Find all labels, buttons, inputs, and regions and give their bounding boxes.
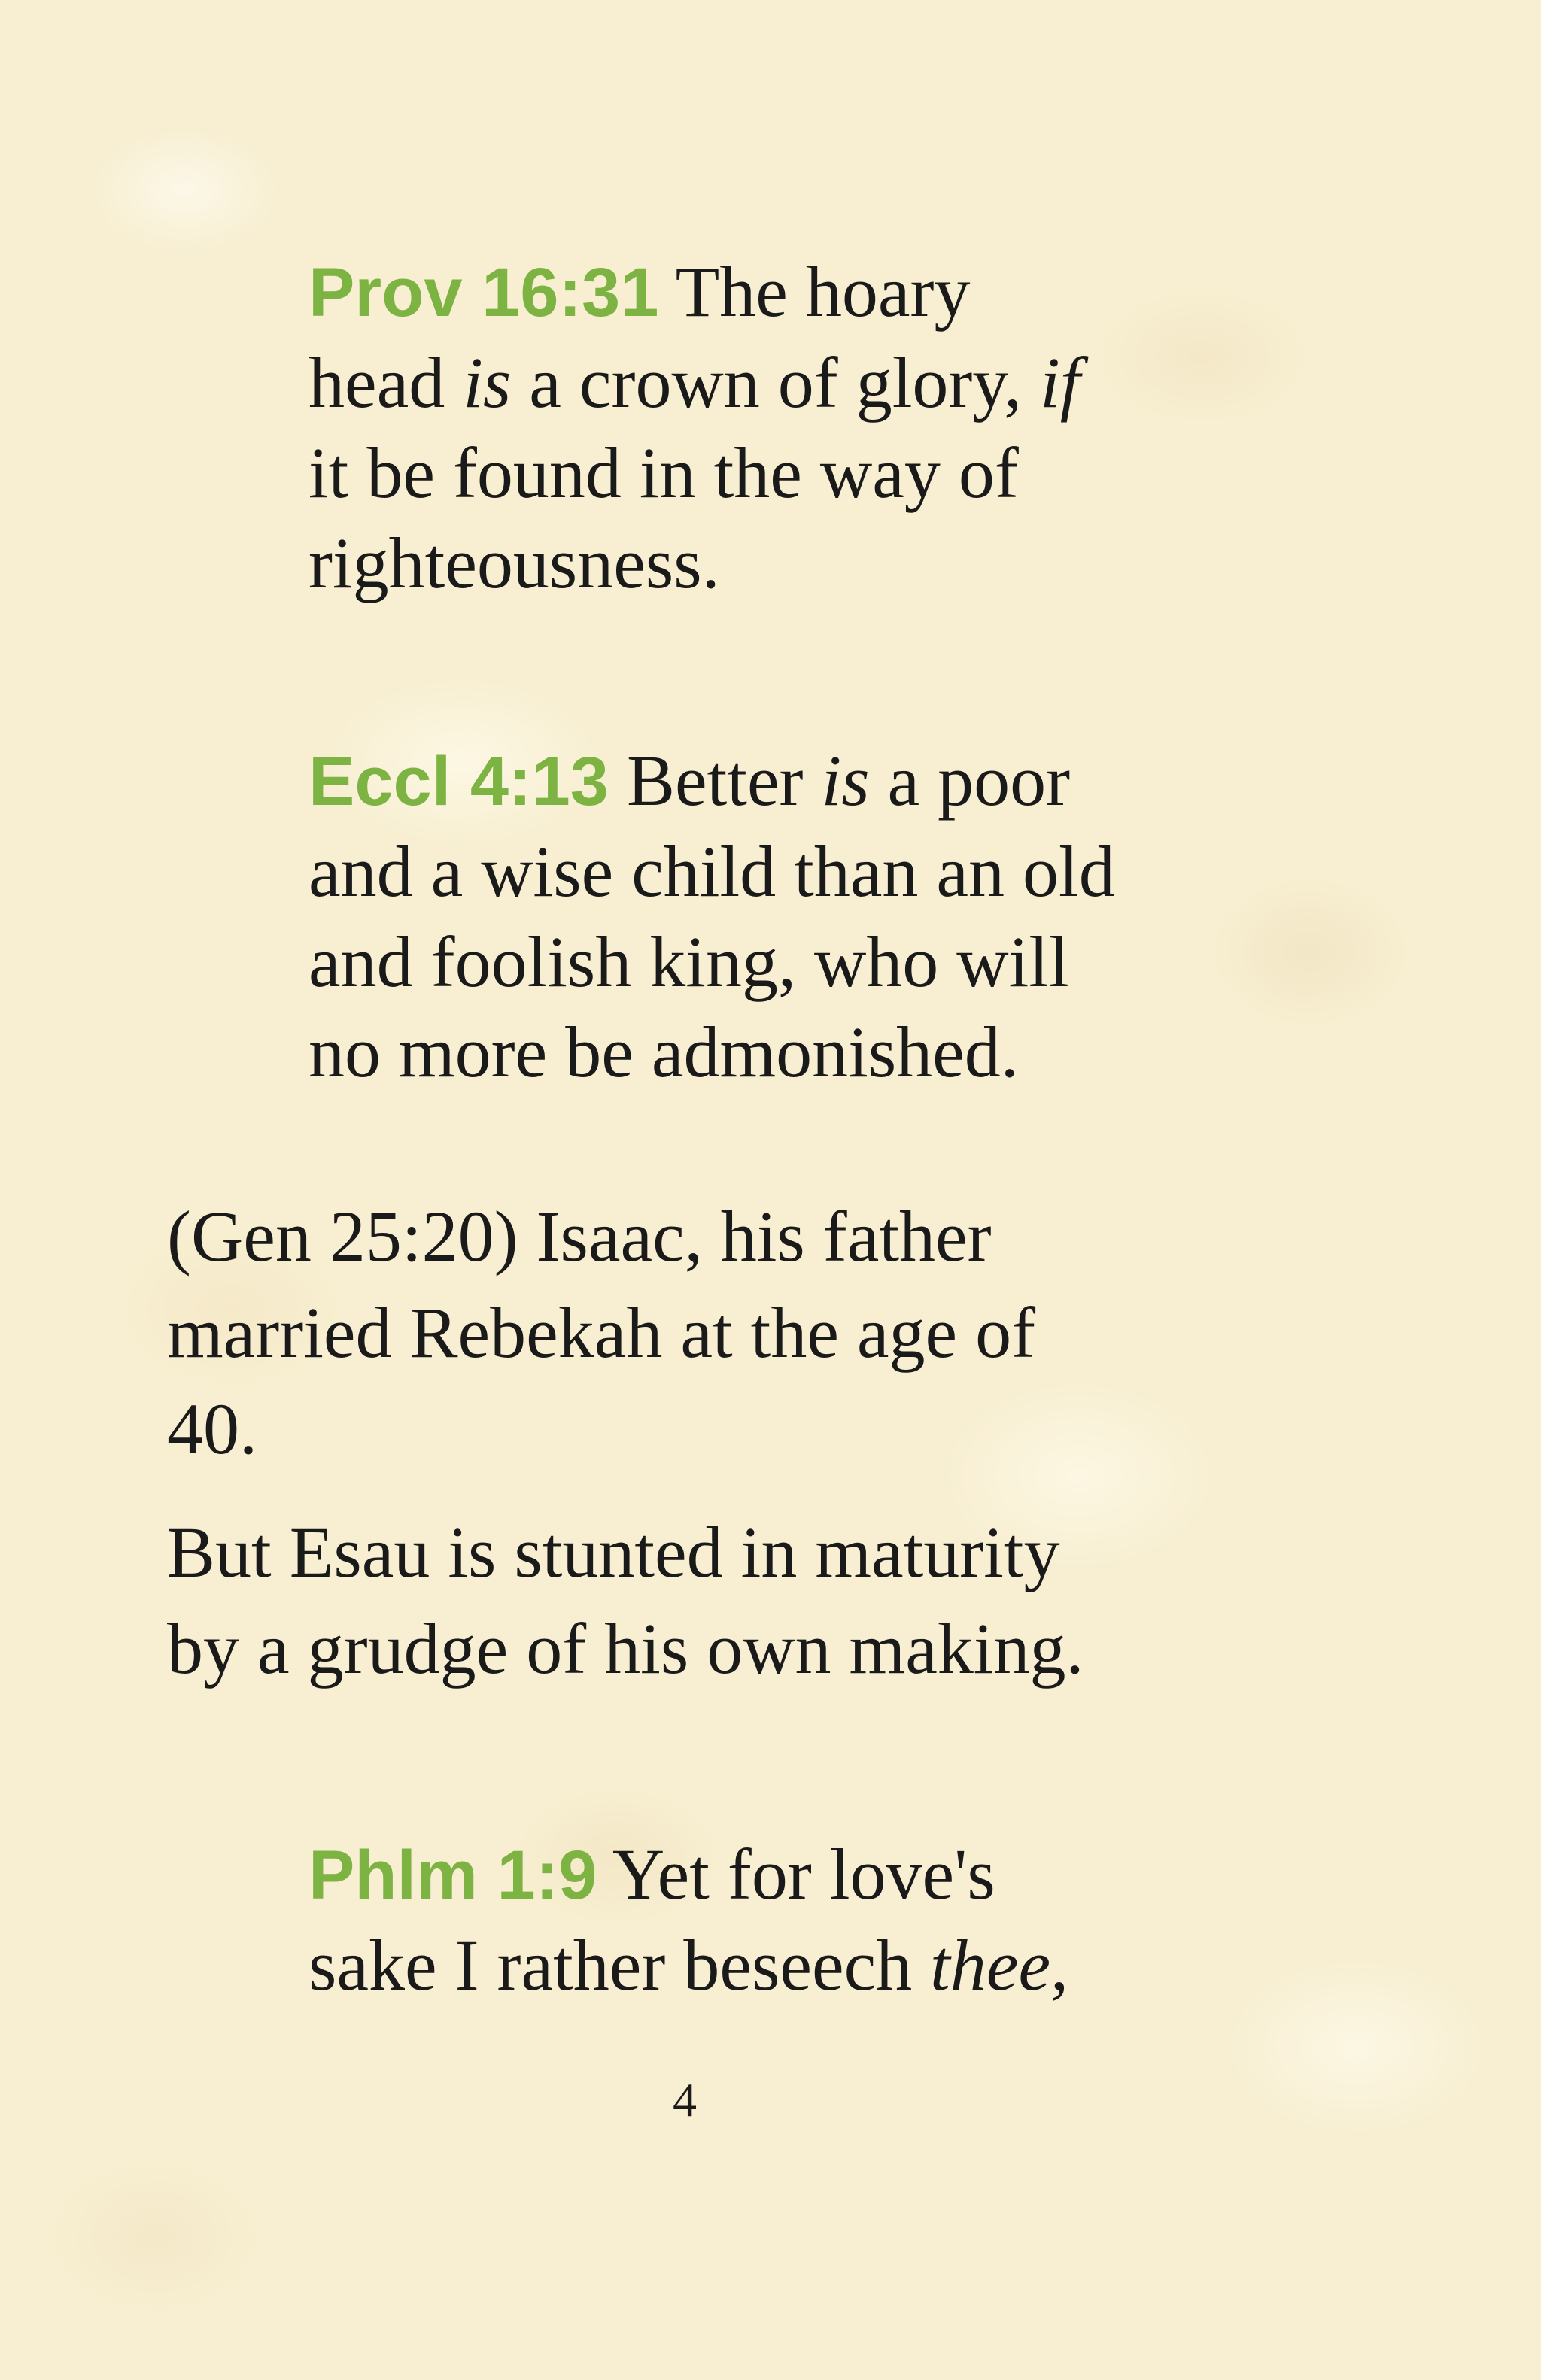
verse-reference: Eccl 4:13 — [309, 743, 609, 820]
italic-word: if — [1040, 342, 1081, 423]
verse-line — [309, 428, 1211, 518]
verse-text: no more be admonished. — [309, 1012, 1019, 1092]
verse-line — [309, 518, 1211, 609]
verse-reference: Phlm 1:9 — [309, 1837, 597, 1914]
verse-text: it be found in the way of — [309, 433, 1019, 513]
verse-text: sake I rather beseech — [309, 1925, 931, 2005]
verse-text: a poor — [869, 740, 1071, 821]
verse-phlm-1-9 — [309, 1829, 1211, 2011]
verse-text: righteousness. — [309, 523, 720, 603]
verse-text: Yet for love's — [597, 1834, 995, 1914]
verse-eccl-4-13 — [309, 736, 1211, 1097]
verse-text: a crown of glory, — [511, 342, 1041, 423]
paragraph-line: (Gen 25:20) Isaac, his father — [167, 1196, 992, 1277]
verse-text: and foolish king, who will — [309, 921, 1069, 1002]
verse-text: and a wise child than an old — [309, 831, 1115, 912]
paragraph-line: married Rebekah at the age of — [167, 1292, 1036, 1373]
verse-text: Better — [608, 740, 822, 821]
verse-reference: Prov 16:31 — [309, 254, 659, 331]
page-number: 4 — [673, 2073, 697, 2127]
italic-word: thee — [930, 1925, 1051, 2005]
paragraph-line: But Esau is stunted in maturity — [167, 1512, 1060, 1592]
paragraph-esau-grudge — [167, 1504, 1220, 1697]
verse-line — [309, 736, 1211, 827]
verse-line — [309, 917, 1211, 1007]
verse-line — [309, 338, 1211, 428]
verse-prov-16-31 — [309, 247, 1211, 609]
verse-line — [309, 1829, 1211, 1920]
verse-text: The hoary — [658, 251, 971, 332]
paragraph-gen-25-20 — [167, 1188, 1220, 1477]
verse-line — [309, 827, 1211, 917]
verse-line — [309, 1007, 1211, 1097]
italic-word: is — [463, 342, 512, 423]
verse-text: head — [309, 342, 464, 423]
verse-line — [309, 1920, 1211, 2011]
verse-text: , — [1050, 1925, 1069, 2005]
verse-line — [309, 247, 1211, 338]
paragraph-line: by a grudge of his own making. — [167, 1608, 1084, 1689]
paragraph-line: 40. — [167, 1389, 257, 1469]
italic-word: is — [821, 740, 870, 821]
